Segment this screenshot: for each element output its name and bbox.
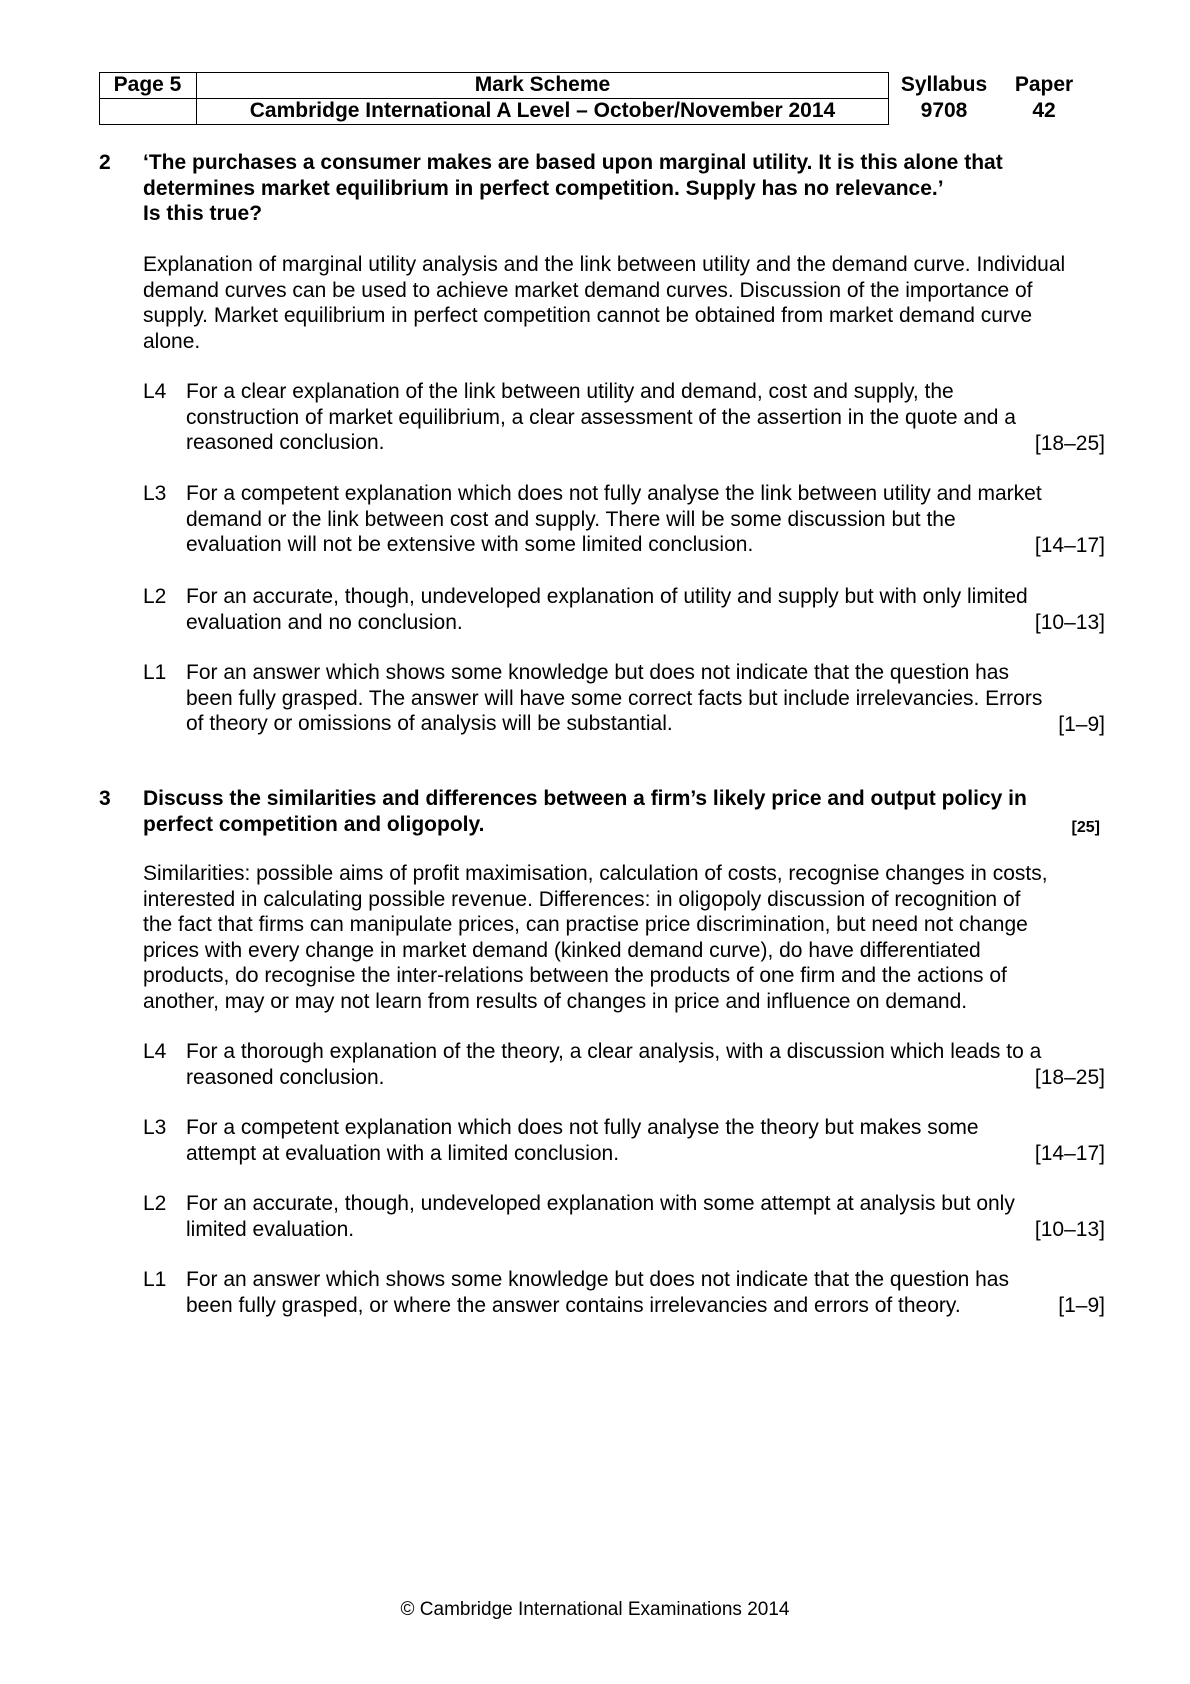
q2-level-2	[143, 584, 1105, 635]
question-text	[143, 150, 1099, 227]
q2-guidance	[143, 252, 1103, 354]
level-descriptor	[186, 1039, 1056, 1090]
level-descriptor	[186, 1267, 1056, 1318]
guidance-line: the fact that firms can manipulate prices, can practise price discrimination, but need not change	[143, 913, 1028, 936]
syllabus-value: 9708	[920, 99, 968, 122]
descriptor-line: construction of market equilibrium, a clear assessment of the assertion in the quote and a	[186, 405, 1016, 429]
descriptor-line: For a competent explanation which does not fully analyse the link between utility and market	[186, 482, 1042, 505]
q3-level-4	[143, 1039, 1105, 1090]
guidance-line: demand curves can be used to achieve market demand curves. Discussion of the importance of	[143, 278, 1033, 302]
level-descriptor	[186, 379, 1056, 456]
descriptor-line: attempt at evaluation with a limited conclusion.	[186, 1141, 620, 1165]
level-descriptor	[186, 481, 1056, 558]
descriptor-line: For an answer which shows some knowledge but does not indicate that the question has	[186, 1268, 1009, 1291]
q3-level-1	[143, 1267, 1105, 1318]
descriptor-line: demand or the link between cost and supply. There will be some discussion but the	[186, 507, 956, 531]
level-marks: [14–17]	[1034, 1141, 1105, 1165]
level-label: L2	[143, 1192, 167, 1215]
q2-level-3	[143, 481, 1105, 558]
guidance-line: prices with every change in market demand (kinked demand curve), do have differentiated	[143, 938, 981, 962]
q2-level-1	[143, 660, 1105, 737]
level-label: L2	[143, 585, 167, 608]
level-descriptor	[186, 1115, 1056, 1166]
level-label: L4	[143, 1040, 167, 1063]
guidance-line: interested in calculating possible revenue. Differences: in oligopoly discussion of recognition of	[143, 887, 1021, 911]
level-descriptor	[186, 1191, 1056, 1242]
level-label: L3	[143, 482, 167, 505]
descriptor-line: For a clear explanation of the link between utility and demand, cost and supply, the	[186, 380, 954, 403]
level-marks: [10–13]	[1034, 1217, 1105, 1241]
doc-title: Mark Scheme	[474, 73, 611, 96]
descriptor-line: For an accurate, though, undeveloped explanation of utility and supply but with only limited	[186, 585, 1028, 608]
guidance-line: Explanation of marginal utility analysis and the link between utility and the demand curve. Individual	[143, 253, 1066, 276]
descriptor-line: been fully grasped, or where the answer contains irrelevancies and errors of theory.	[186, 1293, 961, 1317]
paper-label: Paper	[1014, 73, 1074, 96]
guidance-line: products, do recognise the inter-relations between the products of one firm and the actions of	[143, 964, 1007, 987]
level-descriptor	[186, 584, 1056, 635]
guidance-line: supply. Market equilibrium in perfect competition cannot be obtained from market demand curve	[143, 304, 1033, 327]
descriptor-line: evaluation will not be extensive with some limited conclusion.	[186, 533, 754, 556]
question-line: Is this true?	[143, 202, 263, 225]
level-marks: [10–13]	[1034, 610, 1105, 634]
descriptor-line: of theory or omissions of analysis will be substantial.	[186, 712, 673, 735]
level-label: L1	[143, 661, 167, 684]
guidance-line: another, may or may not learn from results of changes in price and influence on demand.	[143, 989, 968, 1013]
question-line: perfect competition and oligopoly.	[143, 812, 485, 836]
level-label: L3	[143, 1116, 167, 1139]
descriptor-line: reasoned conclusion.	[186, 431, 385, 454]
level-marks: [1–9]	[1058, 1293, 1105, 1317]
level-label: L4	[143, 380, 167, 403]
page-number: Page 5	[113, 73, 182, 96]
descriptor-line: limited evaluation.	[186, 1217, 355, 1241]
level-label: L1	[143, 1268, 167, 1291]
q3-level-3	[143, 1115, 1105, 1166]
q2-level-4	[143, 379, 1105, 456]
level-marks: [14–17]	[1034, 533, 1105, 557]
guidance-line: Similarities: possible aims of profit maximisation, calculation of costs, recognise changes in costs,	[143, 862, 1048, 885]
question-number: 3	[99, 787, 111, 810]
question-number: 2	[99, 151, 111, 174]
descriptor-line: evaluation and no conclusion.	[186, 610, 463, 634]
question-marks: [25]	[1071, 819, 1100, 836]
paper-value: 42	[1032, 99, 1056, 122]
level-marks: [1–9]	[1058, 712, 1105, 736]
question-line: determines market equilibrium in perfect competition. Supply has no relevance.’	[143, 176, 944, 200]
level-marks: [18–25]	[1034, 1065, 1105, 1089]
q3-level-2	[143, 1191, 1105, 1242]
q3-guidance	[143, 861, 1103, 1014]
level-marks: [18–25]	[1034, 431, 1105, 455]
descriptor-line: been fully grasped. The answer will have some correct facts but include irrelevancies. Errors	[186, 686, 1043, 710]
header-table	[99, 72, 1089, 125]
descriptor-line: For an accurate, though, undeveloped explanation with some attempt at analysis but only	[186, 1192, 1015, 1215]
descriptor-line: reasoned conclusion.	[186, 1065, 385, 1089]
descriptor-line: For a competent explanation which does not fully analyse the theory but makes some	[186, 1116, 979, 1139]
descriptor-line: For an answer which shows some knowledge but does not indicate that the question has	[186, 661, 1009, 684]
question-3	[99, 786, 1099, 837]
guidance-line: alone.	[143, 329, 201, 353]
question-line: ‘The purchases a consumer makes are based upon marginal utility. It is this alone that	[143, 151, 1003, 174]
question-line: Discuss the similarities and differences between a firm’s likely price and output policy in	[143, 787, 1027, 810]
question-text	[143, 786, 1099, 837]
copyright-footer: © Cambridge International Examinations 2014	[400, 1599, 790, 1620]
doc-subtitle: Cambridge International A Level – October/November 2014	[249, 99, 836, 122]
descriptor-line: For a thorough explanation of the theory, a clear analysis, with a discussion which leads to a	[186, 1040, 1042, 1063]
level-descriptor	[186, 660, 1056, 737]
syllabus-label: Syllabus	[900, 73, 988, 96]
